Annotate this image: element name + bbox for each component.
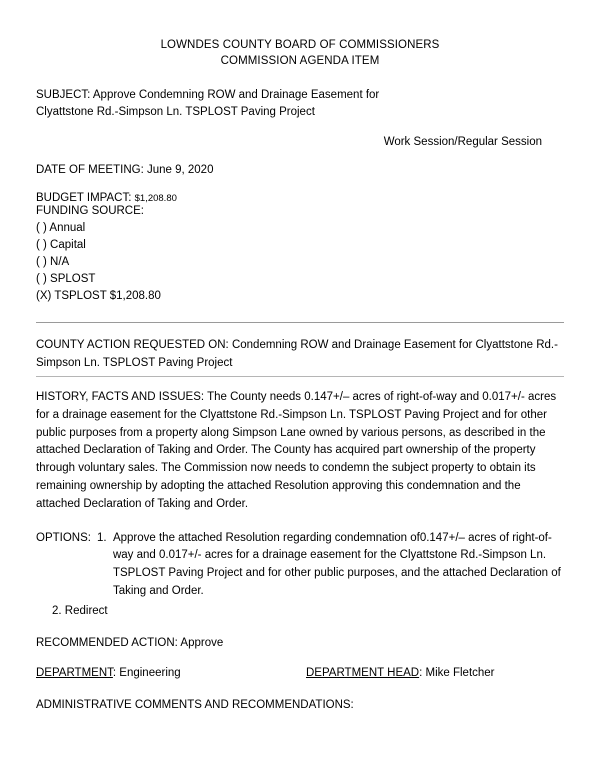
option-1-text: Approve the attached Resolution regarding condemnation of0.147+/– acres of right-of-way and 0.017+/- acres for a drainage easement for the Clyattstone Rd.-Simpson Ln. TSPLOST Paving Project and for other public purposes, and the attached Declaration of Taking and Order. [112, 531, 561, 597]
recommended-action-value: Approve [177, 636, 224, 649]
header-line-2: COMMISSION AGENDA ITEM [220, 54, 380, 67]
budget-impact [36, 192, 564, 204]
meeting-date [36, 164, 564, 176]
administrative-comments: ADMINISTRATIVE COMMENTS AND RECOMMENDATIONS: [36, 698, 354, 711]
department-row [36, 667, 564, 679]
funding-option-tsplost[interactable]: (X) TSPLOST $1,208.80 [36, 290, 161, 303]
option-1-number: 1. [96, 531, 107, 544]
subject-line-1 [36, 87, 564, 104]
option-2-text: Redirect [64, 604, 108, 617]
department-head-field [306, 667, 495, 679]
subject-block [36, 87, 564, 120]
action-underline [36, 376, 564, 377]
funding-option-capital[interactable]: ( ) Capital [36, 239, 86, 252]
option-2-number: 2. [52, 604, 62, 617]
recommended-action [36, 637, 564, 649]
session-note: Work Session/Regular Session [383, 136, 542, 149]
options-label: OPTIONS: [36, 531, 91, 544]
subject-text: Approve Condemning ROW and Drainage Easement for [90, 89, 380, 102]
recommended-action-label: RECOMMENDED ACTION: [36, 636, 178, 649]
option-item-2 [52, 603, 564, 621]
options-section [36, 530, 564, 621]
department-head-value: : Mike Fletcher [419, 666, 495, 679]
history-label: HISTORY, FACTS AND ISSUES: [36, 390, 205, 403]
document-header [36, 38, 564, 69]
funding-option-annual[interactable]: ( ) Annual [36, 222, 86, 235]
meeting-date-label: DATE OF MEETING: [36, 164, 144, 177]
funding-option-na[interactable]: ( ) N/A [36, 256, 70, 269]
funding-option-splost[interactable]: ( ) SPLOST [36, 273, 96, 286]
meeting-date-value: June 9, 2020 [143, 164, 214, 177]
history-facts-issues [36, 389, 564, 514]
budget-impact-label: BUDGET IMPACT: [36, 192, 132, 205]
budget-impact-value: $1,208.80 [134, 193, 177, 205]
header-line-1: LOWNDES COUNTY BOARD OF COMMISSIONERS [160, 39, 440, 51]
department-head-label: DEPARTMENT HEAD [306, 666, 420, 679]
department-field [36, 667, 306, 679]
funding-source-label: FUNDING SOURCE: [36, 205, 144, 218]
county-action-requested [36, 337, 564, 372]
history-text: The County needs 0.147+/– acres of right-of-way and 0.017+/- acres for a drainage easement for the Clyattstone Rd.-Simpson Ln. TSPLOST Paving Project and for other public purposes from a property along Simpson Lane owned by various persons, as described in the attached Declaration of Taking and Order. The County has acquired part ownership of the property through voluntary sales. The Commission now needs to condemn the subject property to obtain its remaining ownership by adopting the attached Resolution approving this condemnation and the attached Declaration of Taking and Order. [36, 390, 557, 510]
department-label: DEPARTMENT [36, 666, 113, 679]
county-action-label: COUNTY ACTION REQUESTED ON: [36, 339, 229, 352]
department-value: : Engineering [112, 666, 181, 679]
county-action-text: Condemning ROW and Drainage Easement for Clyattstone Rd.-Simpson Ln. TSPLOST Paving Project [36, 339, 558, 369]
subject-line-2: Clyattstone Rd.-Simpson Ln. TSPLOST Paving Project [36, 105, 315, 118]
section-divider [36, 322, 564, 323]
option-item-1 [97, 530, 564, 601]
subject-label: SUBJECT: [36, 89, 91, 102]
